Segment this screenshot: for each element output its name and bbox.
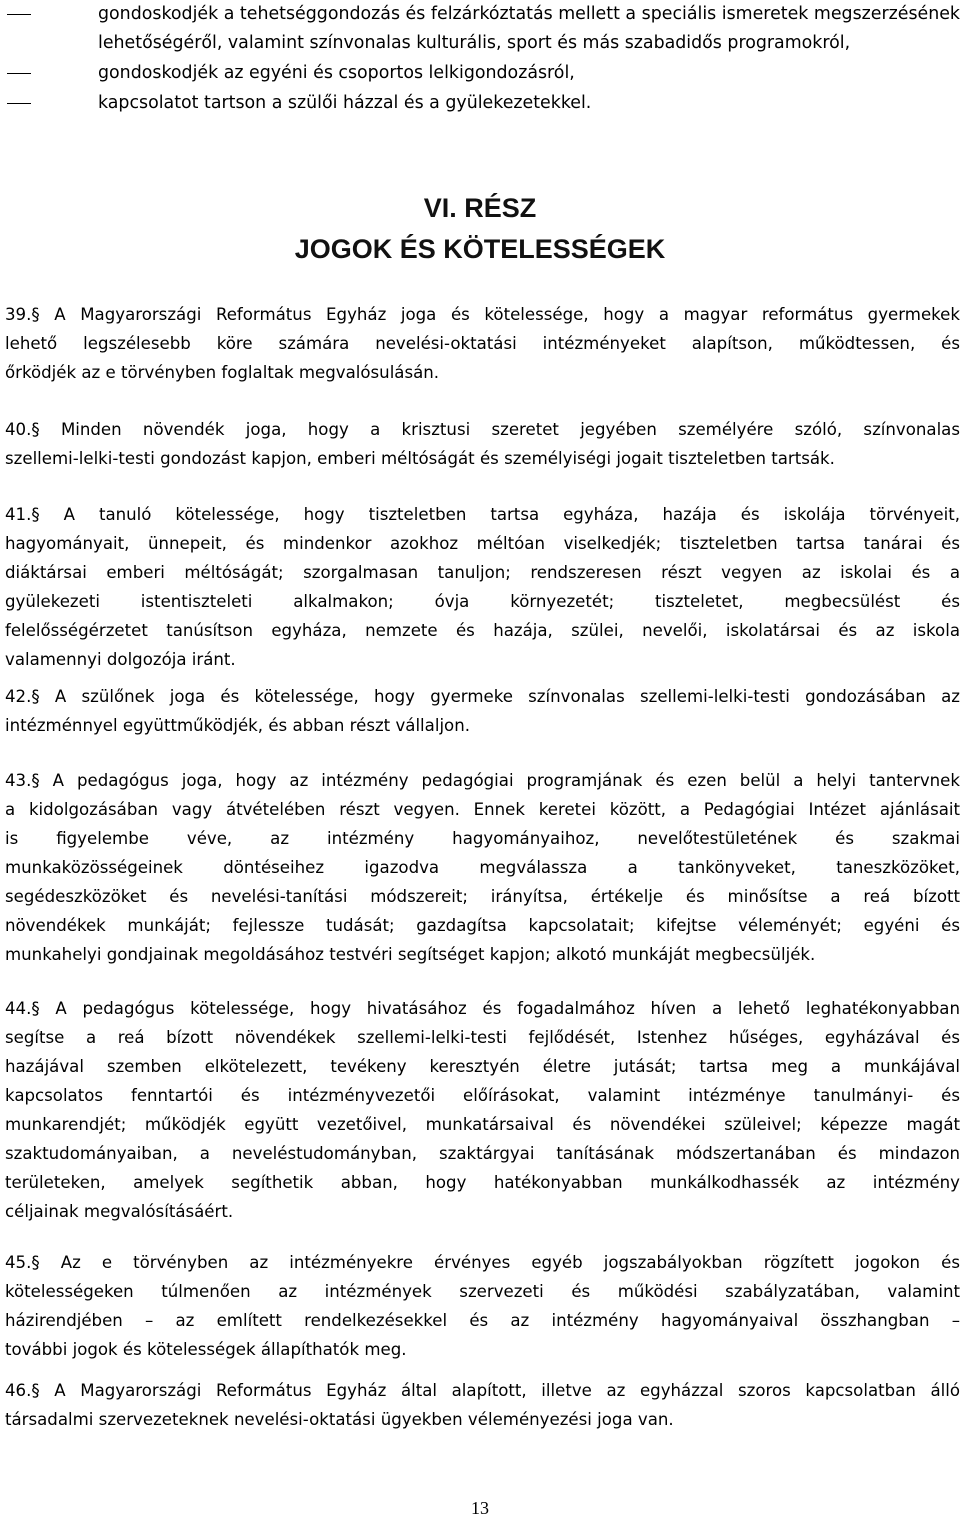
list-item xyxy=(0,89,960,118)
text-line: céljainak megvalósításáért. xyxy=(5,1202,234,1221)
text-line: házirendjében – az említett rendelkezésekkel és az intézmény hagyományaival összhangban – xyxy=(5,1311,960,1330)
text-line: szaktudományaiban, a neveléstudományban, szaktárgyai tanításának módszertanában és mindazon xyxy=(5,1144,960,1163)
text-line: további jogok és kötelességek állapíthatók meg. xyxy=(5,1340,407,1359)
bullet-text: gondoskodjék a tehetséggondozás és felzárkóztatás mellett a speciális ismeretek megszerzésének lehetőségéről, valamint színvonalas kulturális, sport és más szabadidős programokról, xyxy=(98,4,960,53)
text-line: 41.§ A tanuló kötelessége, hogy tiszteletben tartsa egyháza, hazája és iskolája törvényeit, xyxy=(5,505,960,524)
text-line: kötelességeken túlmenően az intézmények szervezeti és működési szabályzatában, valamint xyxy=(5,1282,960,1301)
text-line: szellemi-lelki-testi gondozást kapjon, emberi méltóságát és személyiségi jogait tiszteletben tartsák. xyxy=(5,449,835,468)
text-line: társadalmi szervezeteknek nevelési-oktatási ügyekben véleményezési joga van. xyxy=(5,1410,674,1429)
text-line: munkahelyi gondjainak megoldásához testvéri segítséget kapjon; alkotó munkáját megbecsüljék. xyxy=(5,945,816,964)
text-line: hagyományait, ünnepeit, és mindenkor azokhoz méltóan viselkedjék; tiszteletben tartsa tanárai és xyxy=(5,534,960,553)
text-line: a kidolgozásában vagy átvételében részt vegyen. Ennek keretei között, a Pedagógiai Intézet ajánlásait xyxy=(5,800,960,819)
text-line: kapcsolatos fenntartói és intézményvezetői előírásokat, valamint intézménye tanulmányi- és xyxy=(5,1086,960,1105)
text-line: segítse a reá bízott növendékek szellemi-lelki-testi fejlődését, Istenhez hűséges, egyházával és xyxy=(5,1028,960,1047)
section-46 xyxy=(5,1376,960,1434)
text-line: 44.§ A pedagógus kötelessége, hogy hivatásához és fogadalmához híven a lehető leghatékonyabban xyxy=(5,999,960,1018)
section-45 xyxy=(5,1248,960,1364)
text-line: területeken, amelyek segíthetik abban, hogy hatékonyabban munkálkodhassék az intézmény xyxy=(5,1173,960,1192)
text-line: növendékek munkáját; fejlessze tudását; gazdagítsa kapcsolatait; kifejtse véleményét; egyéni és xyxy=(5,916,960,935)
section-39 xyxy=(5,300,960,387)
text-line: felelősségérzetet tanúsítson egyháza, nemzete és hazája, szülei, nevelői, iskolatársai és az iskola xyxy=(5,621,960,640)
text-line: diáktársai emberi méltóságát; szorgalmasan tanuljon; rendszeresen részt vegyen az iskolai és a xyxy=(5,563,960,582)
section-41 xyxy=(5,500,960,674)
text-line: őrködjék az e törvényben foglaltak megvalósulásán. xyxy=(5,363,440,382)
text-line: lehető legszélesebb köre számára nevelési-oktatási intézményeket alapítson, működtessen, és xyxy=(5,334,960,353)
part-subtitle: JOGOK ÉS KÖTELESSÉGEK xyxy=(294,234,666,264)
part-title: VI. RÉSZ xyxy=(423,193,537,223)
text-line: intézménnyel együttműködjék, és abban részt vállaljon. xyxy=(5,716,470,735)
section-40 xyxy=(5,415,960,473)
bullet-text: gondoskodjék az egyéni és csoportos lelkigondozásról, xyxy=(98,63,575,83)
bullet-text: kapcsolatot tartson a szülői házzal és a gyülekezetekkel. xyxy=(98,93,592,113)
text-line: 42.§ A szülőnek joga és kötelessége, hogy gyermeke színvonalas szellemi-lelki-testi gondozásában az xyxy=(5,687,960,706)
dash-bullet-icon xyxy=(7,73,31,74)
list-item xyxy=(0,59,960,88)
text-line: 43.§ A pedagógus joga, hogy az intézmény pedagógiai programjának és ezen belül a helyi tantervnek xyxy=(5,771,960,790)
text-line: munkarendjét; működjék együtt vezetőivel, munkatársaival és növendékei szüleivel; képezze magát xyxy=(5,1115,960,1134)
text-line: 40.§ Minden növendék joga, hogy a krisztusi szeretet jegyében személyére szóló, színvonalas xyxy=(5,420,960,439)
bullet-list xyxy=(0,0,960,118)
text-line: valamennyi dolgozója iránt. xyxy=(5,650,236,669)
dash-bullet-icon xyxy=(7,103,31,104)
text-line: is figyelembe véve, az intézmény hagyományaihoz, nevelőtestületének és szakmai xyxy=(5,829,960,848)
dash-bullet-icon xyxy=(7,14,31,15)
list-item xyxy=(0,0,960,58)
text-line: hazájával szemben elkötelezett, tevékeny keresztyén életre jutását; tartsa meg a munkájával xyxy=(5,1057,960,1076)
page-number: 13 xyxy=(471,1498,489,1518)
text-line: segédeszközöket és nevelési-tanítási módszereit; irányítsa, értékelje és minősítse a reá bízott xyxy=(5,887,960,906)
section-42 xyxy=(5,682,960,740)
text-line: 39.§ A Magyarországi Református Egyház joga és kötelessége, hogy a magyar református gyermekek xyxy=(5,305,960,324)
text-line: 45.§ Az e törvényben az intézményekre érvényes egyéb jogszabályokban rögzített jogokon és xyxy=(5,1253,960,1272)
section-44 xyxy=(5,994,960,1226)
text-line: munkaközösségeinek döntéseihez igazodva megválassza a tankönyveket, taneszközöket, xyxy=(5,858,960,877)
text-line: gyülekezeti istentiszteleti alkalmakon; óvja környezetét; tiszteletet, megbecsülést és xyxy=(5,592,960,611)
section-43 xyxy=(5,766,960,969)
text-line: 46.§ A Magyarországi Református Egyház által alapított, illetve az egyházzal szoros kapcsolatban álló xyxy=(5,1381,960,1400)
